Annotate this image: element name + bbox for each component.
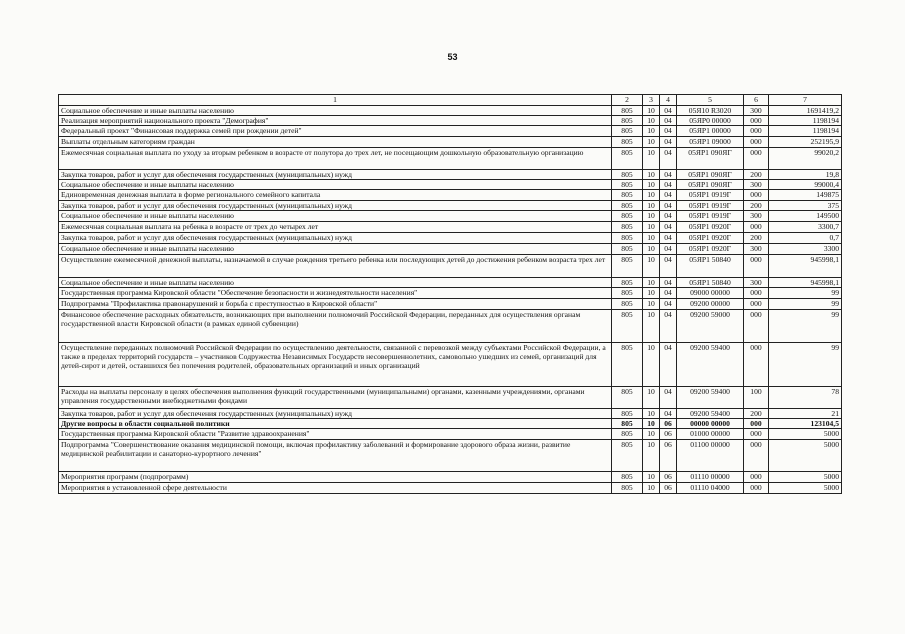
column-header-1: 1 (59, 95, 612, 106)
table-row (59, 116, 842, 126)
row-admin-code: 805 (612, 180, 643, 190)
row-name: Выплаты отдельным категориям граждан (59, 137, 612, 148)
row-expense-type: 000 (744, 343, 769, 387)
table-row (59, 244, 842, 255)
row-admin-code: 805 (612, 148, 643, 170)
table-row (59, 409, 842, 419)
column-header-7: 7 (769, 95, 842, 106)
row-name: Закупка товаров, работ и услуг для обеспечения государственных (муниципальных) нужд (59, 201, 612, 211)
row-subsection: 04 (660, 170, 677, 180)
row-subsection: 04 (660, 310, 677, 343)
row-admin-code: 805 (612, 106, 643, 116)
row-section: 10 (643, 310, 660, 343)
row-subsection: 04 (660, 148, 677, 170)
row-amount: 19,8 (769, 170, 842, 180)
row-amount: 3300 (769, 244, 842, 255)
row-subsection: 04 (660, 222, 677, 233)
row-name: Государственная программа Кировской области "Развитие здравоохранения" (59, 429, 612, 440)
row-section: 10 (643, 137, 660, 148)
table-row (59, 233, 842, 244)
row-name: Социальное обеспечение и иные выплаты населению (59, 244, 612, 255)
row-admin-code: 805 (612, 116, 643, 126)
row-name: Социальное обеспечение и иные выплаты населению (59, 180, 612, 190)
row-subsection: 04 (660, 190, 677, 201)
row-expense-type: 000 (744, 299, 769, 310)
row-name: Осуществление переданных полномочий Российской Федерации по осуществлению деятельности, связанной с перевозкой между субъектами Российской Федерации, а также в пределах территорий государств – участников Содружества Независимых Государств несовершеннолетних, самовольно ушедших из семей, организаций для детей-сирот и детей, оставшихся без попечения родителей, образовательных организаций и иных организаций (59, 343, 612, 387)
row-expense-type: 000 (744, 190, 769, 201)
row-name: Мероприятия программ (подпрограмм) (59, 472, 612, 483)
table-row (59, 278, 842, 288)
row-target-article: 09200 59400 (677, 409, 744, 419)
row-section: 10 (643, 343, 660, 387)
row-subsection: 04 (660, 343, 677, 387)
table-body (59, 106, 842, 494)
column-header-6: 6 (744, 95, 769, 106)
row-amount: 252195,9 (769, 137, 842, 148)
row-target-article: 05ЯР1 50840 (677, 255, 744, 278)
row-admin-code: 805 (612, 387, 643, 409)
row-name: Закупка товаров, работ и услуг для обеспечения государственных (муниципальных) нужд (59, 409, 612, 419)
row-amount: 375 (769, 201, 842, 211)
row-name: Осуществление ежемесячной денежной выплаты, назначаемой в случае рождения третьего ребенка или последующих детей до достижения ребенком возраста трех лет (59, 255, 612, 278)
row-section: 10 (643, 419, 660, 429)
row-admin-code: 805 (612, 483, 643, 494)
row-admin-code: 805 (612, 137, 643, 148)
row-name: Государственная программа Кировской области "Обеспечение безопасности и жизнедеятельности населения" (59, 288, 612, 299)
row-subsection: 04 (660, 180, 677, 190)
row-subsection: 04 (660, 233, 677, 244)
row-target-article: 09200 59000 (677, 310, 744, 343)
row-section: 10 (643, 211, 660, 222)
row-target-article: 05ЯР1 0919Г (677, 190, 744, 201)
row-amount: 3300,7 (769, 222, 842, 233)
row-name: Социальное обеспечение и иные выплаты населению (59, 278, 612, 288)
row-name: Единовременная денежная выплата в форме регионального семейного капитала (59, 190, 612, 201)
row-subsection: 04 (660, 299, 677, 310)
table-row (59, 170, 842, 180)
row-amount: 1691419,2 (769, 106, 842, 116)
row-expense-type: 000 (744, 440, 769, 472)
row-target-article: 01110 04000 (677, 483, 744, 494)
row-expense-type: 300 (744, 244, 769, 255)
table-row (59, 299, 842, 310)
row-name: Закупка товаров, работ и услуг для обеспечения государственных (муниципальных) нужд (59, 170, 612, 180)
row-name: Федеральный проект "Финансовая поддержка семей при рождении детей" (59, 126, 612, 137)
row-subsection: 06 (660, 483, 677, 494)
row-amount: 99020,2 (769, 148, 842, 170)
table-row (59, 419, 842, 429)
row-name: Ежемесячная социальная выплата на ребенка в возрасте от трех до четырех лет (59, 222, 612, 233)
row-subsection: 04 (660, 409, 677, 419)
table-row (59, 288, 842, 299)
row-expense-type: 000 (744, 483, 769, 494)
row-expense-type: 200 (744, 233, 769, 244)
row-admin-code: 805 (612, 472, 643, 483)
row-expense-type: 000 (744, 310, 769, 343)
row-admin-code: 805 (612, 211, 643, 222)
row-admin-code: 805 (612, 233, 643, 244)
row-subsection: 04 (660, 255, 677, 278)
row-section: 10 (643, 126, 660, 137)
row-admin-code: 805 (612, 419, 643, 429)
row-amount: 1198194 (769, 116, 842, 126)
row-section: 10 (643, 116, 660, 126)
row-admin-code: 805 (612, 255, 643, 278)
row-subsection: 04 (660, 106, 677, 116)
row-section: 10 (643, 299, 660, 310)
table-row (59, 148, 842, 170)
row-subsection: 04 (660, 126, 677, 137)
row-expense-type: 000 (744, 148, 769, 170)
row-section: 10 (643, 429, 660, 440)
row-subsection: 06 (660, 440, 677, 472)
row-target-article: 05ЯР1 0920Г (677, 222, 744, 233)
row-target-article: 05ЯР1 090ЯГ (677, 180, 744, 190)
row-admin-code: 805 (612, 126, 643, 137)
table-row (59, 211, 842, 222)
row-target-article: 01100 00000 (677, 440, 744, 472)
row-expense-type: 000 (744, 429, 769, 440)
row-expense-type: 000 (744, 126, 769, 137)
row-subsection: 06 (660, 419, 677, 429)
table-row (59, 255, 842, 278)
row-section: 10 (643, 190, 660, 201)
row-target-article: 05ЯР0 00000 (677, 116, 744, 126)
header-row (59, 95, 842, 106)
table-row (59, 310, 842, 343)
row-name: Закупка товаров, работ и услуг для обеспечения государственных (муниципальных) нужд (59, 233, 612, 244)
row-name: Социальное обеспечение и иные выплаты населению (59, 106, 612, 116)
row-subsection: 06 (660, 429, 677, 440)
row-target-article: 05Я10 R3020 (677, 106, 744, 116)
row-expense-type: 200 (744, 170, 769, 180)
table-row (59, 429, 842, 440)
row-amount: 78 (769, 387, 842, 409)
row-amount: 5000 (769, 429, 842, 440)
row-admin-code: 805 (612, 201, 643, 211)
row-admin-code: 805 (612, 310, 643, 343)
row-amount: 99 (769, 310, 842, 343)
row-amount: 99 (769, 299, 842, 310)
row-expense-type: 300 (744, 278, 769, 288)
row-target-article: 01110 00000 (677, 472, 744, 483)
row-section: 10 (643, 106, 660, 116)
row-name: Реализация мероприятий национального проекта "Демография" (59, 116, 612, 126)
row-subsection: 04 (660, 387, 677, 409)
row-subsection: 04 (660, 244, 677, 255)
row-section: 10 (643, 244, 660, 255)
row-target-article: 05ЯР1 0920Г (677, 233, 744, 244)
row-expense-type: 000 (744, 255, 769, 278)
row-admin-code: 805 (612, 440, 643, 472)
row-target-article: 01000 00000 (677, 429, 744, 440)
row-amount: 5000 (769, 483, 842, 494)
table-row (59, 201, 842, 211)
row-expense-type: 000 (744, 472, 769, 483)
row-target-article: 05ЯР1 090ЯГ (677, 148, 744, 170)
row-subsection: 04 (660, 201, 677, 211)
row-target-article: 05ЯР1 090ЯГ (677, 170, 744, 180)
table-row (59, 387, 842, 409)
row-amount: 945998,1 (769, 278, 842, 288)
column-header-3: 3 (643, 95, 660, 106)
row-expense-type: 000 (744, 419, 769, 429)
row-section: 10 (643, 233, 660, 244)
row-section: 10 (643, 387, 660, 409)
row-admin-code: 805 (612, 170, 643, 180)
row-name: Подпрограмма "Профилактика правонарушений и борьба с преступностью в Кировской области" (59, 299, 612, 310)
row-subsection: 04 (660, 137, 677, 148)
row-section: 10 (643, 222, 660, 233)
row-subsection: 04 (660, 278, 677, 288)
table-row (59, 472, 842, 483)
row-name: Финансовое обеспечение расходных обязательств, возникающих при выполнении полномочий Российской Федерации, переданных для осуществления органам государственной власти Кировской области (в рамках единой субвенции) (59, 310, 612, 343)
row-admin-code: 805 (612, 343, 643, 387)
row-section: 10 (643, 148, 660, 170)
row-admin-code: 805 (612, 222, 643, 233)
row-target-article: 05ЯР1 09000 (677, 137, 744, 148)
table-row (59, 190, 842, 201)
table-row (59, 222, 842, 233)
row-amount: 1198194 (769, 126, 842, 137)
row-section: 10 (643, 201, 660, 211)
row-expense-type: 000 (744, 137, 769, 148)
row-expense-type: 300 (744, 180, 769, 190)
row-amount: 0,7 (769, 233, 842, 244)
row-expense-type: 300 (744, 211, 769, 222)
row-subsection: 04 (660, 288, 677, 299)
row-expense-type: 000 (744, 222, 769, 233)
row-section: 10 (643, 170, 660, 180)
table-row (59, 483, 842, 494)
row-expense-type: 300 (744, 106, 769, 116)
row-amount: 945998,1 (769, 255, 842, 278)
row-section: 10 (643, 440, 660, 472)
row-section: 10 (643, 255, 660, 278)
row-admin-code: 805 (612, 288, 643, 299)
row-name: Расходы на выплаты персоналу в целях обеспечения выполнения функций государственными (муниципальными) органами, казенными учреждениями, органами управления государственными внебюджетными фондами (59, 387, 612, 409)
row-expense-type: 200 (744, 201, 769, 211)
table-row (59, 137, 842, 148)
table-row (59, 343, 842, 387)
row-target-article: 05ЯР1 50840 (677, 278, 744, 288)
row-name: Подпрограмма "Совершенствование оказания медицинской помощи, включая профилактику заболеваний и формирование здорового образа жизни, развитие медицинской реабилитации и санаторно-курортного лечения" (59, 440, 612, 472)
table-row (59, 180, 842, 190)
row-target-article: 00000 00000 (677, 419, 744, 429)
row-amount: 5000 (769, 472, 842, 483)
row-section: 10 (643, 288, 660, 299)
row-amount: 5000 (769, 440, 842, 472)
row-admin-code: 805 (612, 278, 643, 288)
row-target-article: 09200 59400 (677, 343, 744, 387)
row-amount: 123104,5 (769, 419, 842, 429)
row-name: Другие вопросы в области социальной политики (59, 419, 612, 429)
row-expense-type: 100 (744, 387, 769, 409)
row-target-article: 09200 00000 (677, 299, 744, 310)
row-admin-code: 805 (612, 429, 643, 440)
table-row (59, 106, 842, 116)
row-admin-code: 805 (612, 244, 643, 255)
row-section: 10 (643, 472, 660, 483)
row-target-article: 09000 00000 (677, 288, 744, 299)
row-admin-code: 805 (612, 409, 643, 419)
row-target-article: 05ЯР1 00000 (677, 126, 744, 137)
column-header-4: 4 (660, 95, 677, 106)
row-expense-type: 200 (744, 409, 769, 419)
column-header-5: 5 (677, 95, 744, 106)
row-name: Социальное обеспечение и иные выплаты населению (59, 211, 612, 222)
row-subsection: 04 (660, 116, 677, 126)
budget-table (58, 94, 842, 494)
row-target-article: 05ЯР1 0919Г (677, 201, 744, 211)
table-row (59, 126, 842, 137)
column-header-2: 2 (612, 95, 643, 106)
row-amount: 149875 (769, 190, 842, 201)
row-name: Ежемесячная социальная выплата по уходу за вторым ребенком в возрасте от полутора до трех лет, не посещающим дошкольную образовательную организацию (59, 148, 612, 170)
row-amount: 149500 (769, 211, 842, 222)
row-admin-code: 805 (612, 299, 643, 310)
table-row (59, 440, 842, 472)
row-expense-type: 000 (744, 288, 769, 299)
row-amount: 21 (769, 409, 842, 419)
row-subsection: 06 (660, 472, 677, 483)
row-target-article: 05ЯР1 0920Г (677, 244, 744, 255)
row-amount: 99 (769, 288, 842, 299)
row-section: 10 (643, 180, 660, 190)
row-section: 10 (643, 483, 660, 494)
page-number: 53 (447, 52, 458, 62)
row-name: Мероприятия в установленной сфере деятельности (59, 483, 612, 494)
row-amount: 99000,4 (769, 180, 842, 190)
row-expense-type: 000 (744, 116, 769, 126)
row-section: 10 (643, 409, 660, 419)
row-admin-code: 805 (612, 190, 643, 201)
row-target-article: 09200 59400 (677, 387, 744, 409)
row-amount: 99 (769, 343, 842, 387)
row-section: 10 (643, 278, 660, 288)
row-subsection: 04 (660, 211, 677, 222)
row-target-article: 05ЯР1 0919Г (677, 211, 744, 222)
